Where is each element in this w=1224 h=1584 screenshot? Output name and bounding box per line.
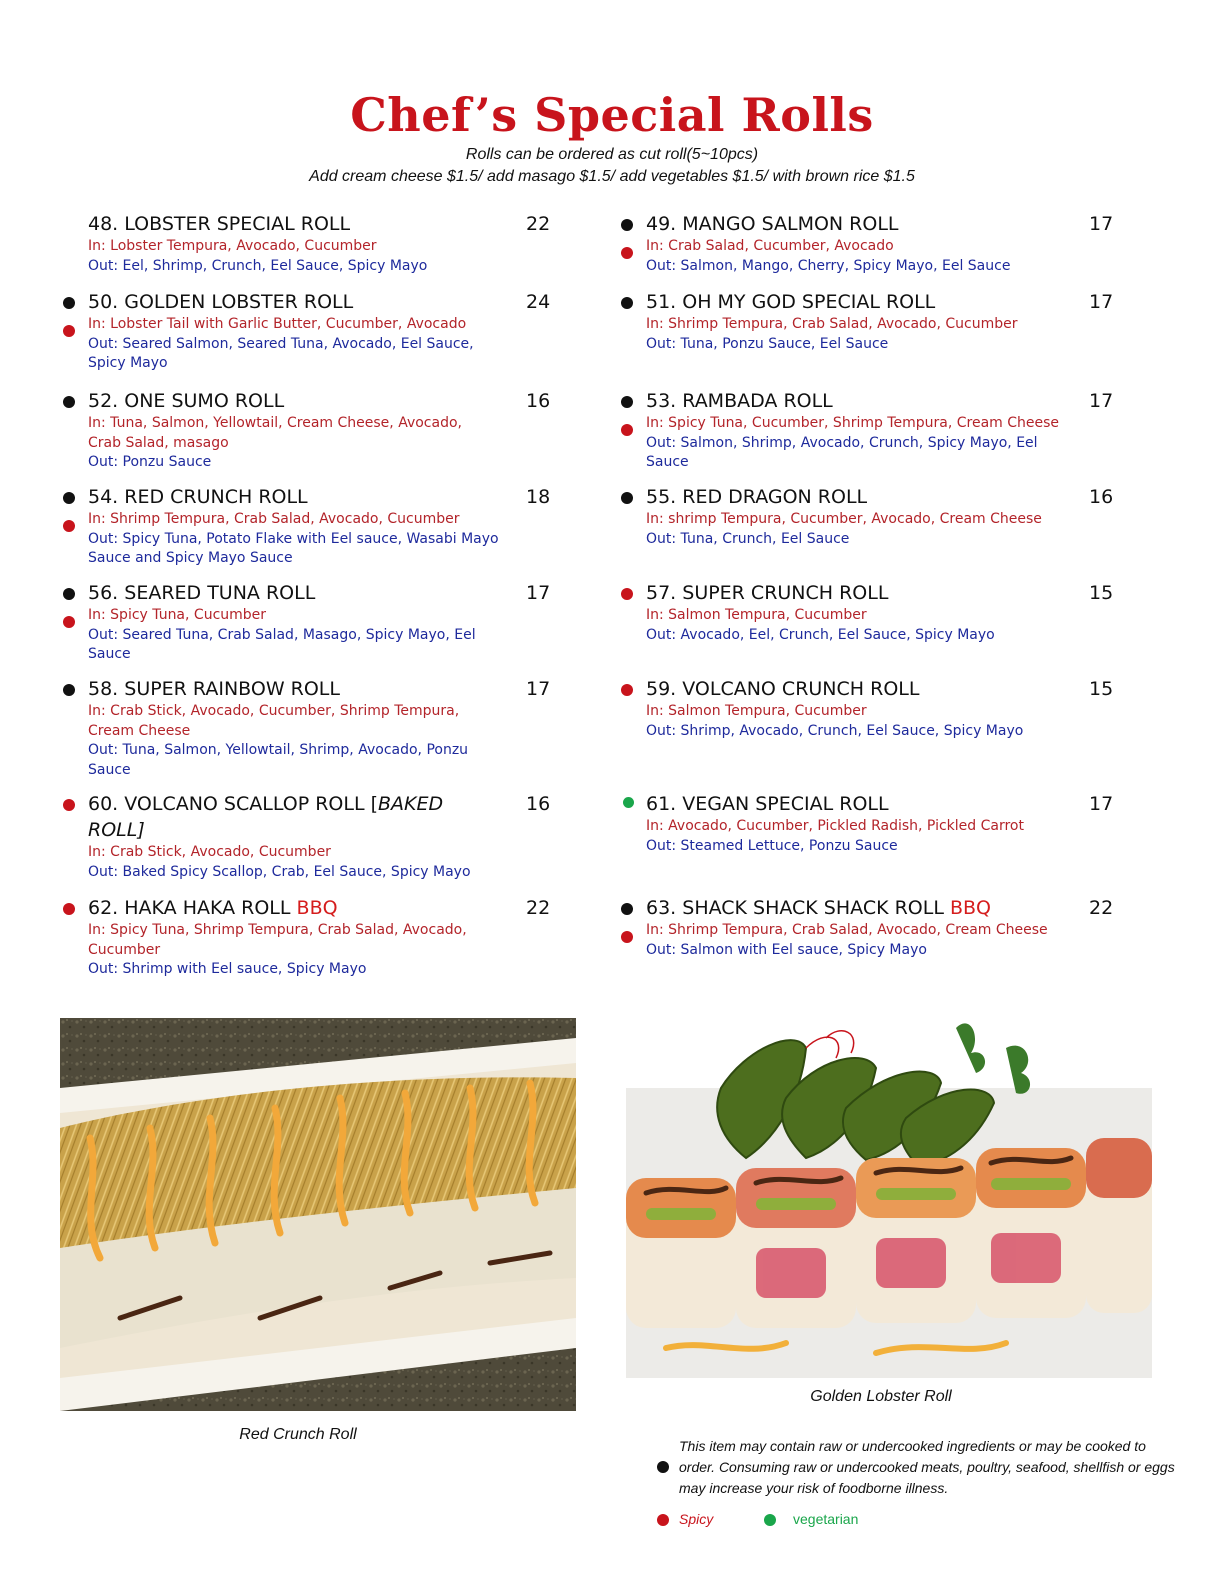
item-name: 56. SEARED TUNA ROLL bbox=[88, 582, 316, 604]
spicy-indicator-dot bbox=[621, 684, 633, 696]
item-out-toppings: Out: Avocado, Eel, Crunch, Eel Sauce, Spicy Mayo bbox=[646, 626, 995, 643]
item-price: 22 bbox=[526, 897, 551, 919]
item-name: 58. SUPER RAINBOW ROLL bbox=[88, 678, 340, 700]
item-price: 16 bbox=[526, 390, 551, 412]
menu-item-63 bbox=[646, 895, 1116, 960]
item-out-toppings: Out: Shrimp, Avocado, Crunch, Eel Sauce, Spicy Mayo bbox=[646, 722, 1024, 739]
item-name: 51. OH MY GOD SPECIAL ROLL bbox=[646, 291, 936, 313]
item-name bbox=[88, 895, 558, 921]
item-out-toppings: Out: Spicy Tuna, Potato Flake with Eel sauce, Wasabi Mayo Sauce and Spicy Mayo Sauce bbox=[88, 530, 499, 566]
item-in-ingredients: In: Shrimp Tempura, Crab Salad, Avocado, Cucumber bbox=[88, 511, 460, 527]
raw-indicator-dot bbox=[63, 297, 75, 309]
item-name-baked: BAKED ROLL] bbox=[88, 793, 444, 841]
item-price: 15 bbox=[1089, 582, 1114, 604]
spicy-indicator-dot bbox=[621, 424, 633, 436]
menu-item-53 bbox=[646, 388, 1116, 473]
item-name bbox=[646, 895, 1116, 921]
menu-item-57 bbox=[646, 580, 1116, 645]
item-name: 54. RED CRUNCH ROLL bbox=[88, 486, 308, 508]
item-out-toppings: Out: Baked Spicy Scallop, Crab, Eel Sauce, Spicy Mayo bbox=[88, 863, 471, 880]
raw-indicator-dot bbox=[63, 492, 75, 504]
item-out-toppings: Out: Tuna, Crunch, Eel Sauce bbox=[646, 530, 850, 547]
page-title: Chef’s Special Rolls bbox=[350, 88, 874, 142]
red-crunch-roll-caption: Red Crunch Roll bbox=[239, 1426, 357, 1443]
spicy-indicator-dot bbox=[621, 588, 633, 600]
item-out-toppings: Out: Tuna, Salmon, Yellowtail, Shrimp, Avocado, Ponzu Sauce bbox=[88, 742, 469, 778]
raw-indicator-dot bbox=[621, 492, 633, 504]
item-in-ingredients: In: Crab Stick, Avocado, Cucumber, Shrimp Tempura, Cream Cheese bbox=[88, 703, 460, 739]
menu-item-56 bbox=[88, 580, 558, 665]
item-out-toppings: Out: Eel, Shrimp, Crunch, Eel Sauce, Spicy Mayo bbox=[88, 257, 428, 274]
spicy-indicator-dot bbox=[63, 520, 75, 532]
item-in-ingredients: In: Tuna, Salmon, Yellowtail, Cream Cheese, Avocado, Crab Salad, masago bbox=[88, 415, 462, 451]
item-price: 22 bbox=[1089, 897, 1114, 919]
item-in-ingredients: In: Salmon Tempura, Cucumber bbox=[646, 607, 867, 623]
item-name: 49. MANGO SALMON ROLL bbox=[646, 213, 899, 235]
golden-lobster-roll-caption: Golden Lobster Roll bbox=[810, 1388, 952, 1405]
item-in-ingredients: In: Spicy Tuna, Cucumber, Shrimp Tempura, Cream Cheese bbox=[646, 415, 1060, 431]
item-name-main: 63. SHACK SHACK SHACK ROLL bbox=[646, 897, 944, 919]
item-out-toppings: Out: Shrimp with Eel sauce, Spicy Mayo bbox=[88, 961, 367, 977]
item-price: 18 bbox=[526, 486, 551, 508]
item-price: 15 bbox=[1089, 678, 1114, 700]
item-price: 17 bbox=[1089, 213, 1114, 235]
item-name: 53. RAMBADA ROLL bbox=[646, 390, 833, 412]
raw-food-disclaimer: This item may contain raw or undercooked ingredients or may be cooked to order. Consuming raw or undercooked meats, poultry, seafood, shellfish or eggs may increase your risk of foodborne illness. bbox=[679, 1438, 1175, 1496]
item-name-main: 62. HAKA HAKA ROLL bbox=[88, 897, 291, 919]
menu-item-51 bbox=[646, 289, 1116, 354]
item-in-ingredients: In: Avocado, Cucumber, Pickled Radish, Pickled Carrot bbox=[646, 818, 1024, 834]
spicy-indicator-dot bbox=[63, 799, 75, 811]
item-in-ingredients: In: Lobster Tail with Garlic Butter, Cucumber, Avocado bbox=[88, 316, 467, 332]
item-out-toppings: Out: Salmon with Eel sauce, Spicy Mayo bbox=[646, 941, 927, 958]
item-name: 59. VOLCANO CRUNCH ROLL bbox=[646, 678, 920, 700]
item-price: 17 bbox=[1089, 390, 1114, 412]
item-name: 61. VEGAN SPECIAL ROLL bbox=[646, 793, 889, 815]
bbq-tag: BBQ bbox=[949, 897, 991, 919]
raw-indicator-dot bbox=[621, 396, 633, 408]
menu-item-54 bbox=[88, 484, 558, 569]
item-out-toppings: Out: Tuna, Ponzu Sauce, Eel Sauce bbox=[646, 335, 889, 352]
item-price: 16 bbox=[1089, 486, 1114, 508]
item-name bbox=[88, 791, 468, 843]
menu-item-55 bbox=[646, 484, 1116, 549]
vegetarian-legend-dot bbox=[764, 1514, 776, 1526]
menu-item-61 bbox=[646, 791, 1116, 856]
raw-indicator-dot bbox=[621, 903, 633, 915]
raw-indicator-dot bbox=[63, 588, 75, 600]
spicy-indicator-dot bbox=[621, 247, 633, 259]
spicy-indicator-dot bbox=[63, 903, 75, 915]
item-out-toppings: Out: Seared Tuna, Crab Salad, Masago, Spicy Mayo, Eel Sauce bbox=[88, 626, 476, 662]
item-price: 17 bbox=[1089, 793, 1114, 815]
raw-indicator-dot bbox=[63, 396, 75, 408]
menu-item-52 bbox=[88, 388, 558, 473]
golden-lobster-roll-photo bbox=[626, 1008, 1152, 1378]
item-in-ingredients: In: shrimp Tempura, Cucumber, Avocado, Cream Cheese bbox=[646, 511, 1042, 527]
item-name: 48. LOBSTER SPECIAL ROLL bbox=[88, 213, 351, 235]
red-crunch-roll-photo bbox=[60, 1018, 576, 1411]
vegetarian-indicator-dot bbox=[623, 797, 634, 808]
spicy-indicator-dot bbox=[63, 325, 75, 337]
raw-indicator-dot bbox=[621, 219, 633, 231]
item-out-toppings: Out: Ponzu Sauce bbox=[88, 454, 212, 470]
item-in-ingredients: In: Shrimp Tempura, Crab Salad, Avocado, Cream Cheese bbox=[646, 922, 1048, 938]
spicy-indicator-dot bbox=[621, 931, 633, 943]
item-price: 24 bbox=[526, 291, 551, 313]
spicy-legend-dot bbox=[657, 1514, 669, 1526]
vegetarian-legend-label: vegetarian bbox=[793, 1511, 859, 1527]
item-out-toppings: Out: Steamed Lettuce, Ponzu Sauce bbox=[646, 837, 898, 854]
menu-item-60 bbox=[88, 791, 558, 882]
item-out-toppings: Out: Salmon, Mango, Cherry, Spicy Mayo, Eel Sauce bbox=[646, 257, 1011, 274]
item-in-ingredients: In: Spicy Tuna, Shrimp Tempura, Crab Salad, Avocado, Cucumber bbox=[88, 922, 467, 958]
item-name-main: 60. VOLCANO SCALLOP ROLL [ bbox=[88, 793, 378, 815]
menu-item-58 bbox=[88, 676, 558, 780]
spicy-legend-label: Spicy bbox=[679, 1511, 714, 1527]
item-name: 55. RED DRAGON ROLL bbox=[646, 486, 868, 508]
item-in-ingredients: In: Shrimp Tempura, Crab Salad, Avocado, Cucumber bbox=[646, 316, 1018, 332]
item-out-toppings: Out: Seared Salmon, Seared Tuna, Avocado, Eel Sauce, Spicy Mayo bbox=[88, 335, 474, 371]
item-name: 52. ONE SUMO ROLL bbox=[88, 390, 285, 412]
menu-item-59 bbox=[646, 676, 1116, 741]
menu-item-48 bbox=[88, 211, 558, 276]
menu-item-50 bbox=[88, 289, 558, 374]
item-name: 50. GOLDEN LOBSTER ROLL bbox=[88, 291, 354, 313]
item-in-ingredients: In: Crab Stick, Avocado, Cucumber bbox=[88, 844, 331, 860]
item-out-toppings: Out: Salmon, Shrimp, Avocado, Crunch, Spicy Mayo, Eel Sauce bbox=[646, 434, 1038, 470]
raw-indicator-dot bbox=[621, 297, 633, 309]
spicy-indicator-dot bbox=[63, 616, 75, 628]
item-in-ingredients: In: Lobster Tempura, Avocado, Cucumber bbox=[88, 238, 377, 254]
item-price: 17 bbox=[1089, 291, 1114, 313]
raw-indicator-dot bbox=[657, 1461, 669, 1473]
item-price: 17 bbox=[526, 678, 551, 700]
item-in-ingredients: In: Crab Salad, Cucumber, Avocado bbox=[646, 238, 894, 254]
menu-item-49 bbox=[646, 211, 1116, 276]
subtitle-cut-roll: Rolls can be ordered as cut roll(5~10pcs) bbox=[465, 146, 759, 163]
item-price: 16 bbox=[526, 793, 551, 815]
menu-item-62 bbox=[88, 895, 558, 980]
item-price: 17 bbox=[526, 582, 551, 604]
item-price: 22 bbox=[526, 213, 551, 235]
subtitle-add-ons: Add cream cheese $1.5/ add masago $1.5/ add vegetables $1.5/ with brown rice $1.5 bbox=[309, 168, 915, 185]
item-in-ingredients: In: Spicy Tuna, Cucumber bbox=[88, 607, 267, 623]
raw-indicator-dot bbox=[63, 684, 75, 696]
bbq-tag: BBQ bbox=[296, 897, 338, 919]
item-name: 57. SUPER CRUNCH ROLL bbox=[646, 582, 889, 604]
item-in-ingredients: In: Salmon Tempura, Cucumber bbox=[646, 703, 867, 719]
